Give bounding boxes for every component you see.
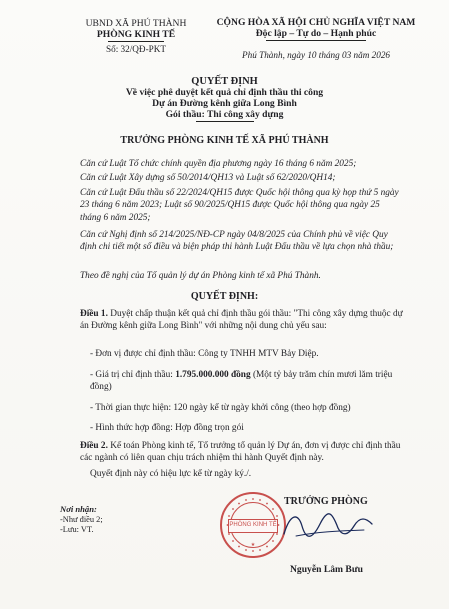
issuing-department: PHÒNG KINH TẾ <box>96 29 176 40</box>
recipients-heading: Nơi nhận: <box>60 504 97 514</box>
basis-4: Căn cứ Nghị định số 214/2025/NĐ-CP ngày 04/8/2025 của Chính phủ về việc Quy định chi tiết một số điều và biện pháp thi hành Luật Đấu thầu về lựa chọn nhà thầu; <box>80 230 394 253</box>
basis-1: Căn cứ Luật Tổ chức chính quyền địa phương ngày 16 tháng 6 năm 2025; <box>80 159 357 169</box>
contract-form-line: - Hình thức hợp đồng: Hợp đồng trọn gói <box>90 423 244 433</box>
contract-value-label: - Giá trị chỉ định thầu: <box>90 370 176 380</box>
handwritten-signature-icon <box>276 506 376 546</box>
department-underline <box>108 41 164 42</box>
article-1-text: Duyệt chấp thuận kết quả chỉ định thầu gói thầu: "Thi công xây dựng thuộc dự án Đường kênh giữa Long Bình" với những nội dung chủ yếu sau: <box>80 309 403 332</box>
contract-value-amount: 1.795.000.000 đồng <box>175 370 251 380</box>
article-2 <box>80 440 405 465</box>
basis-2: Căn cứ Luật Xây dựng số 50/2014/QH13 và Luật số 62/2020/QH14; <box>80 173 336 183</box>
effective-clause: Quyết định này có hiệu lực kể từ ngày ký./. <box>90 469 252 479</box>
signatory-name: Nguyễn Lâm Bưu <box>290 564 363 575</box>
basis-3: Căn cứ Luật Đấu thầu số 22/2024/QH15 được Quốc hội thông qua kỳ họp thứ 5 ngày 23 tháng 6 năm 2023; Luật số 90/2025/QH15 được Quốc hội thông qua ngày 25 tháng 6 năm 2025; <box>80 188 399 223</box>
issuing-organization: UBND XÃ PHÚ THÀNH <box>85 18 187 29</box>
decide-heading: QUYẾT ĐỊNH: <box>190 291 259 302</box>
article-2-label: Điều 2. <box>80 441 108 451</box>
signatory-title: TRƯỞNG PHÒNG <box>284 496 368 507</box>
recipient-1: -Như điều 2; <box>60 515 103 524</box>
package-label: Gói thầu: <box>165 109 207 120</box>
motto-underline <box>266 40 366 41</box>
contractor-value: Công ty TNHH MTV Bảy Diệp. <box>198 349 319 359</box>
national-motto: Độc lập – Tự do – Hạnh phúc <box>255 28 377 39</box>
article-1 <box>80 308 405 333</box>
contract-value-line <box>90 369 395 394</box>
package-value: Thi công xây dựng <box>207 109 284 120</box>
recipient-2: -Lưu: VT. <box>60 525 94 534</box>
svg-text:★: ★ <box>250 542 256 548</box>
proposal-basis: Theo đề nghị của Tổ quản lý dự án Phòng kinh tế xã Phú Thành. <box>80 271 321 281</box>
title-underline <box>196 121 254 122</box>
document-title: QUYẾT ĐỊNH <box>191 76 258 87</box>
article-2-text: Kế toán Phòng kinh tế, Tổ trưởng tổ quản lý Dự án, đơn vị được chỉ định thầu các ngành có liên quan chịu trách nhiệm thi hành Quyết định này. <box>80 441 401 464</box>
duration-line: - Thời gian thực hiện: 120 ngày kể từ ngày khởi công (theo hợp đồng) <box>90 403 351 413</box>
subject-line-2: Dự án Đường kênh giữa Long Bình <box>152 98 297 109</box>
subject-line-1: Về việc phê duyệt kết quả chỉ định thầu thi công <box>125 87 324 98</box>
contractor-label: - Đơn vị được chỉ định thầu: <box>90 349 199 359</box>
contractor-line <box>90 348 405 360</box>
stamp-center-label: PHÒNG KINH TẾ <box>228 519 278 533</box>
document-number: Số: 32/QĐ-PKT <box>106 44 166 54</box>
issuing-authority: TRƯỞNG PHÒNG KINH TẾ XÃ PHÚ THÀNH <box>120 135 329 146</box>
subject-line-3 <box>0 109 449 120</box>
country-name: CỘNG HÒA XÃ HỘI CHỦ NGHĨA VIỆT NAM <box>216 17 416 28</box>
contract-value-words: (Một tỷ bảy trăm chín mươi lăm triệu đồng) <box>90 370 393 393</box>
article-1-label: Điều 1. <box>80 309 108 319</box>
issue-date: Phú Thành, ngày 10 tháng 03 năm 2026 <box>241 50 391 60</box>
